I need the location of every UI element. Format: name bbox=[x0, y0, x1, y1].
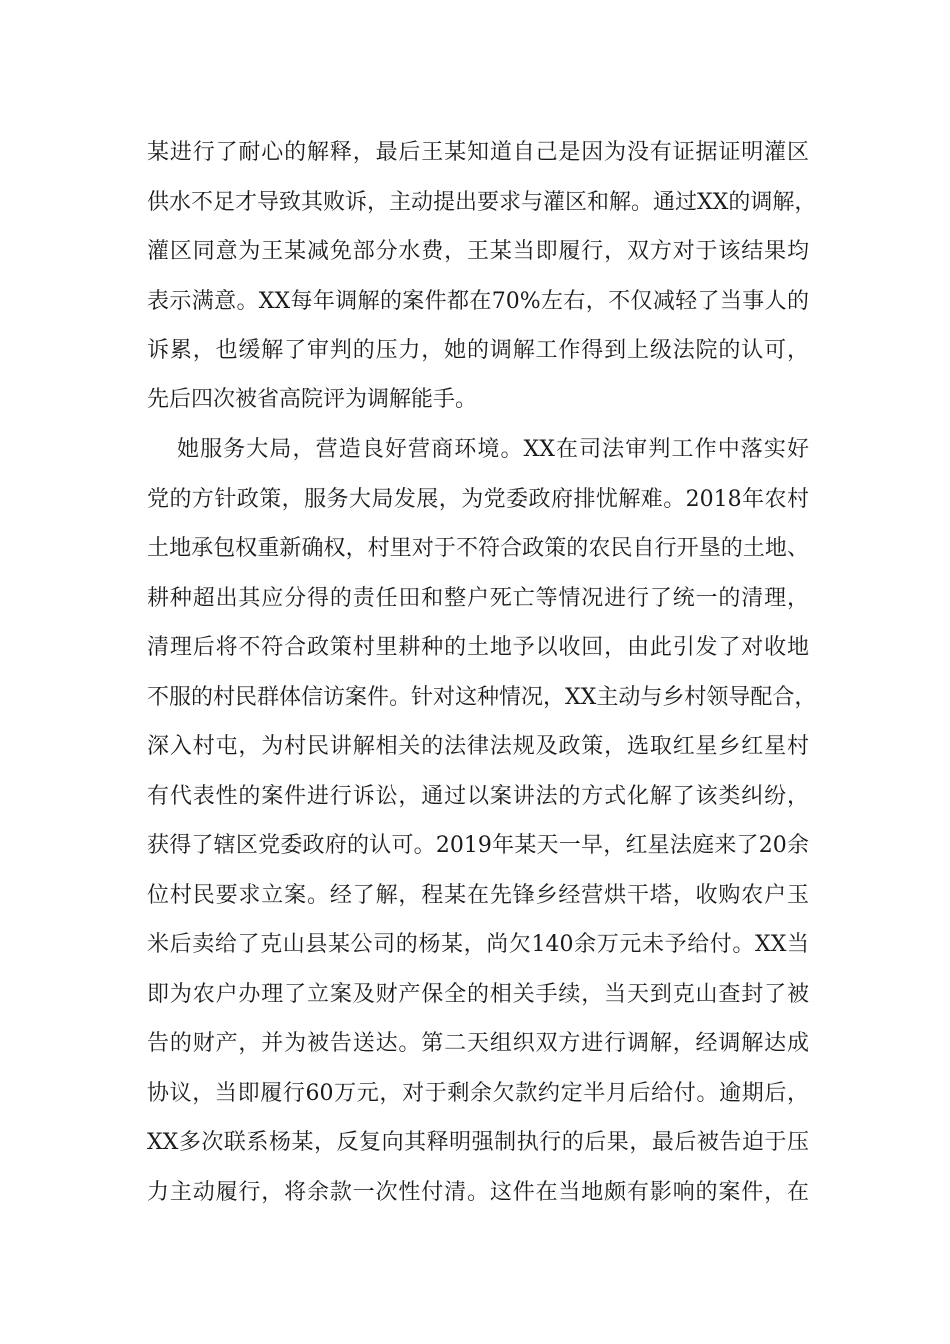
text-line: 力主动履行，将余款一次性付清。这件在当地颇有影响的案件，在 bbox=[147, 1180, 809, 1205]
text-line: 深入村屯，为村民讲解相关的法律法规及政策，选取红星乡红星村 bbox=[147, 734, 809, 759]
text-line: 诉累，也缓解了审判的压力，她的调解工作得到上级法院的认可， bbox=[147, 338, 809, 363]
text-line: 协议，当即履行60万元，对于剩余欠款约定半月后给付。逾期后， bbox=[147, 1081, 809, 1106]
text-line: 位村民要求立案。经了解，程某在先锋乡经营烘干塔，收购农户玉 bbox=[147, 883, 809, 908]
paragraph-first-line: 她服务大局，营造良好营商环境。XX在司法审判工作中落实好 bbox=[177, 437, 809, 462]
text-line: 耕种超出其应分得的责任田和整户死亡等情况进行了统一的清理， bbox=[147, 586, 809, 611]
text-line: 清理后将不符合政策村里耕种的土地予以收回，由此引发了对收地 bbox=[147, 635, 809, 660]
text-line: XX多次联系杨某，反复向其释明强制执行的后果，最后被告迫于压 bbox=[147, 1130, 809, 1155]
text-line: 党的方针政策，服务大局发展，为党委政府排忧解难。2018年农村 bbox=[147, 487, 809, 512]
text-line: 获得了辖区党委政府的认可。2019年某天一早，红星法庭来了20余 bbox=[147, 833, 810, 858]
text-line: 米后卖给了克山县某公司的杨某，尚欠140余万元未予给付。XX当 bbox=[147, 932, 809, 957]
text-line: 土地承包权重新确权，村里对于不符合政策的农民自行开垦的土地、 bbox=[147, 536, 809, 561]
text-line: 告的财产，并为被告送达。第二天组织双方进行调解，经调解达成 bbox=[147, 1031, 809, 1056]
text-line: 表示满意。XX每年调解的案件都在70%左右，不仅减轻了当事人的 bbox=[147, 289, 809, 314]
text-line: 供水不足才导致其败诉，主动提出要求与灌区和解。通过XX的调解， bbox=[147, 190, 817, 215]
text-line: 有代表性的案件进行诉讼，通过以案讲法的方式化解了该类纠纷， bbox=[147, 784, 809, 809]
text-line: 先后四次被省高院评为调解能手。 bbox=[147, 387, 478, 412]
text-line: 不服的村民群体信访案件。针对这种情况，XX主动与乡村领导配合， bbox=[147, 685, 817, 710]
text-line: 即为农户办理了立案及财产保全的相关手续，当天到克山查封了被 bbox=[147, 982, 809, 1007]
text-line: 灌区同意为王某减免部分水费，王某当即履行，双方对于该结果均 bbox=[147, 239, 809, 264]
text-line: 某进行了耐心的解释，最后王某知道自己是因为没有证据证明灌区 bbox=[147, 140, 809, 165]
